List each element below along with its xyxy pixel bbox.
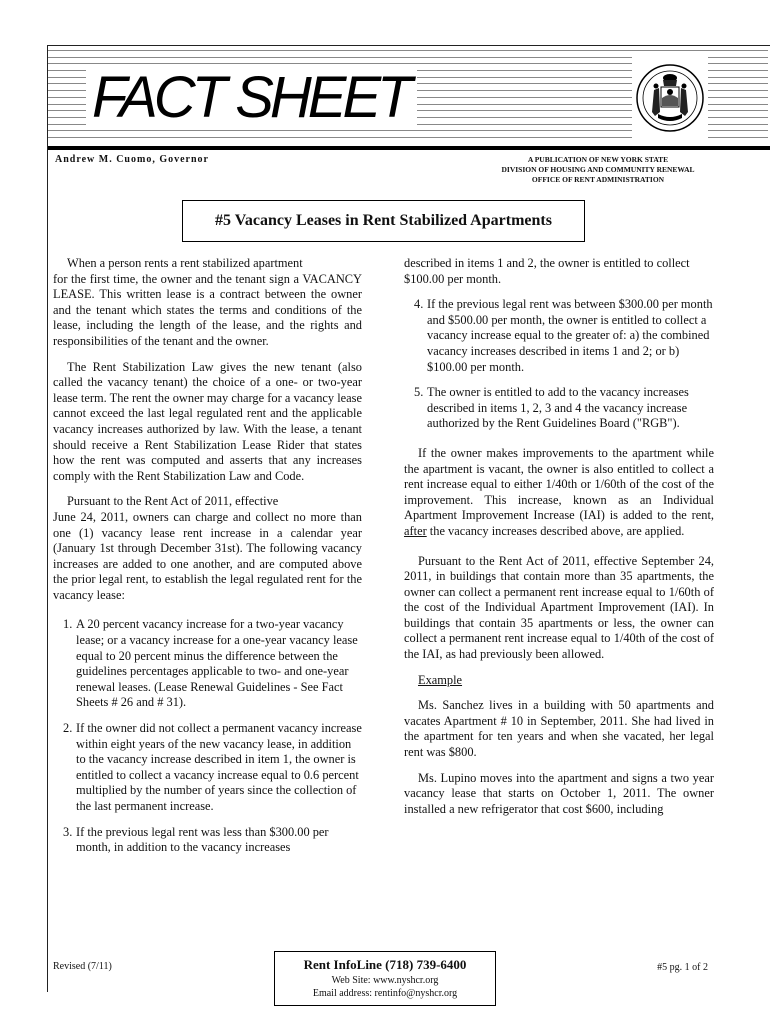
header-rule xyxy=(48,146,770,150)
list-number: 3. xyxy=(63,824,73,839)
left-column xyxy=(53,256,362,866)
list-text: The owner is entitled to add to the vacancy increases described in items 1, 2, 3 and 4 the vacancy increase authorized by the Rent Guidelines Board ("RGB"). xyxy=(427,385,689,431)
example-label: Example xyxy=(418,672,463,687)
publisher-line: DIVISION OF HOUSING AND COMMUNITY RENEWAL xyxy=(501,165,695,174)
list-item xyxy=(53,721,362,815)
fact-sheet-title: FACT SHEET xyxy=(86,66,417,130)
infoline: Rent InfoLine (718) 739-6400 xyxy=(303,957,467,972)
list-item xyxy=(53,617,362,711)
document-heading: #5 Vacancy Leases in Rent Stabilized Apartments xyxy=(182,200,585,242)
underlined-word: after xyxy=(404,523,427,538)
paragraph: Pursuant to the Rent Act of 2011, effective xyxy=(67,494,279,509)
list-item xyxy=(404,385,714,432)
text-span: If the owner makes improvements to the apartment while the apartment is vacant, the owner is also entitled to collect a rent increase equal to either 1/40th or 1/60th of the cost of the improvement. This increase, known as an Individual Apartment Improvement Increase (IAI) is added to the rent, xyxy=(404,445,714,523)
right-column xyxy=(404,256,714,827)
paragraph: for the first time, the owner and the tenant sign a VACANCY LEASE. This written lease is a contract between the owner and the tenant which states the terms and conditions of the lease, including the length of the lease, and the rights and responsibilities of the tenant and the owner. xyxy=(53,271,362,348)
paragraph: Ms. Sanchez lives in a building with 50 apartments and vacates Apartment # 10 in September, 2011. She had lived in the apartment for ten years and when she vacated, her legal rent was $800. xyxy=(404,698,714,760)
list-continuation: described in items 1 and 2, the owner is entitled to collect $100.00 per month. xyxy=(404,256,690,286)
paragraph: The Rent Stabilization Law gives the new tenant (also called the vacancy tenant) the choice of a one- or two-year lease term. The rent the owner may charge for a vacancy lease cannot exceed the last legal regulated rent and the applicable vacancy increases authorized by law. With the lease, a tenant should receive a Rent Stabilization Lease Rider that states how the rent was computed and asserts that any increases comply with the Rent Stabilization Law and Code. xyxy=(53,359,362,483)
list-item xyxy=(53,825,362,856)
list-number: 2. xyxy=(63,721,73,736)
website-link[interactable]: Web Site: www.nyshcr.org xyxy=(331,975,439,986)
governor-name: Andrew M. Cuomo, Governor xyxy=(55,154,209,165)
list-text: If the previous legal rent was between $300.00 per month and $500.00 per month, the owner is entitled to collect a vacancy increase equal to the greater of: a) the combined vacancy increases described in items 1 and 2; or b) $100.00 per month. xyxy=(427,297,713,374)
publisher-line: OFFICE OF RENT ADMINISTRATION xyxy=(531,175,665,184)
revised-date: Revised (7/11) xyxy=(53,961,112,972)
list-text: A 20 percent vacancy increase for a two-year vacancy lease; or a vacancy increase for a one-year vacancy lease equal to 20 percent minus the difference between the guidelines percentages applicable to two- and one-year renewal leases. (Lease Renewal Guidelines - See Fact Sheets # 26 and # 31). xyxy=(76,617,358,710)
list-number: 5. xyxy=(414,385,424,400)
text-span: the vacancy increases described above, are applied. xyxy=(426,523,685,538)
paragraph: Ms. Lupino moves into the apartment and signs a two year vacancy lease that starts on October 1, 2011. The owner installed a new refrigerator that cost $600, including xyxy=(404,770,714,816)
publisher-block xyxy=(478,155,718,185)
state-seal-icon xyxy=(632,56,708,140)
paragraph: June 24, 2011, owners can charge and collect no more than one (1) vacancy lease rent increase in a calendar year (January 1st through December 31st). The following vacancy increases are added to one another, and are computed above the prior legal rent, to establish the legal regulated rent for the vacancy lease: xyxy=(53,509,362,602)
list-text: If the owner did not collect a permanent vacancy increase within eight years of the new vacancy lease, in addition to the vacancy increase described in item 1, the owner is entitled to collect a vacancy increase equal to 0.6 percent multiplied by the number of years since the collection of the last permanent increase. xyxy=(76,721,362,813)
paragraph: When a person rents a rent stabilized apartment xyxy=(67,256,303,270)
list-number: 1. xyxy=(63,617,73,632)
example-heading xyxy=(404,673,714,689)
page-number: #5 pg. 1 of 2 xyxy=(657,962,708,973)
paragraph xyxy=(404,446,714,540)
list-item xyxy=(404,297,714,375)
contact-box xyxy=(274,951,496,1006)
list-number: 4. xyxy=(414,297,424,312)
paragraph: Pursuant to the Rent Act of 2011, effective September 24, 2011, in buildings that contain more than 35 apartments, the owner can collect a permanent rent increase equal to 1/60th of the cost of the Individual Apartment Improvement (IAI). In buildings that contain 35 apartments or less, the owner can collect a permanent rent increase equal to 1/40th of the cost of the IAI, as had previously been allowed. xyxy=(404,553,714,662)
list-text: If the previous legal rent was less than $300.00 per month, in addition to the vacancy increases xyxy=(76,824,329,855)
email-link[interactable]: Email address: rentinfo@nyshcr.org xyxy=(312,988,458,999)
publisher-line: A PUBLICATION OF NEW YORK STATE xyxy=(527,155,669,164)
